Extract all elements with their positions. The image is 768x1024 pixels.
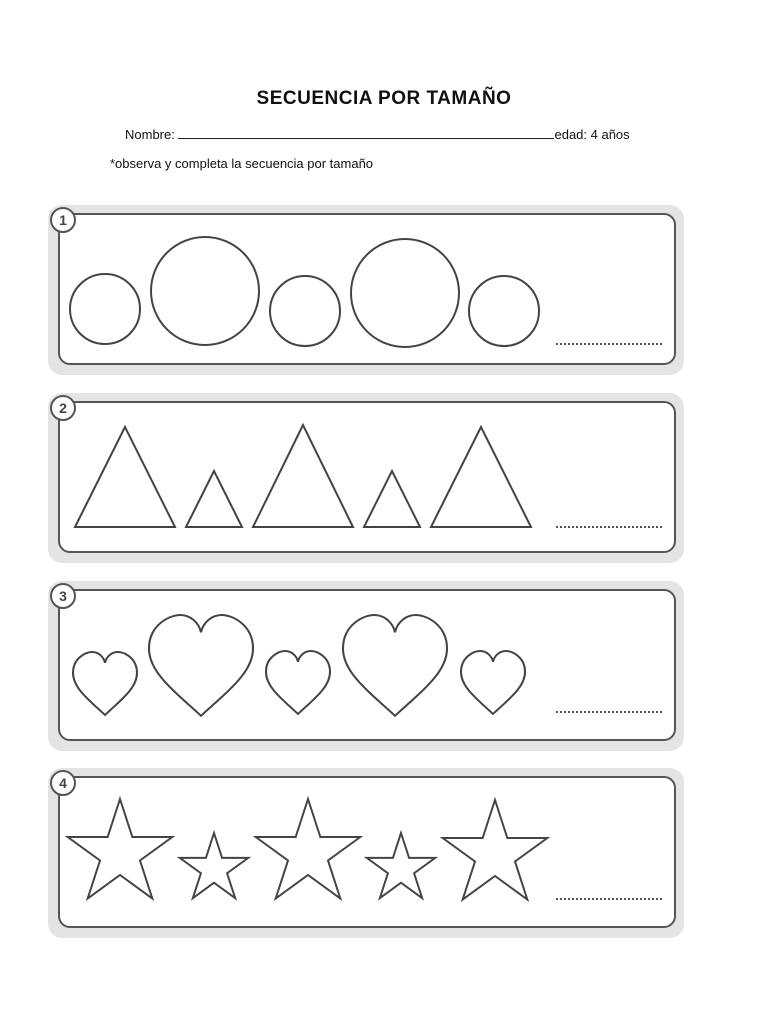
heart-small-shape	[461, 651, 525, 714]
age-label: edad: 4 años	[554, 127, 630, 142]
star-small-shape	[367, 833, 435, 898]
page-title: SECUENCIA POR TAMAÑO	[256, 88, 512, 109]
heart-small-shape	[266, 651, 330, 714]
heart-small-shape	[73, 652, 137, 715]
star-large-shape	[443, 800, 548, 899]
circle-small-shape	[270, 276, 340, 346]
heart-large-shape	[343, 615, 447, 716]
heart-sequence	[48, 581, 684, 751]
exercise-3-hearts	[48, 581, 684, 751]
exercise-number: 2	[50, 395, 76, 421]
name-blank-line[interactable]	[178, 126, 554, 139]
star-small-shape	[180, 833, 248, 898]
triangle-large-shape	[253, 425, 353, 527]
triangle-sequence	[48, 393, 684, 563]
name-age-line	[125, 126, 630, 142]
triangle-large-shape	[75, 427, 175, 527]
name-label: Nombre:	[125, 127, 175, 142]
star-sequence	[48, 768, 684, 938]
circle-large-shape	[351, 239, 459, 347]
triangle-large-shape	[431, 427, 531, 527]
star-large-shape	[68, 799, 173, 898]
answer-dotted-line[interactable]	[556, 898, 662, 900]
star-large-shape	[256, 799, 361, 898]
exercise-number: 4	[50, 770, 76, 796]
circle-sequence	[48, 205, 684, 375]
exercise-number: 3	[50, 583, 76, 609]
circle-small-shape	[70, 274, 140, 344]
answer-dotted-line[interactable]	[556, 526, 662, 528]
exercise-4-stars	[48, 768, 684, 938]
answer-dotted-line[interactable]	[556, 343, 662, 345]
triangle-small-shape	[186, 471, 242, 527]
exercise-1-circles	[48, 205, 684, 375]
circle-large-shape	[151, 237, 259, 345]
triangle-small-shape	[364, 471, 420, 527]
exercise-2-triangles	[48, 393, 684, 563]
exercise-number: 1	[50, 207, 76, 233]
heart-large-shape	[149, 615, 253, 716]
answer-dotted-line[interactable]	[556, 711, 662, 713]
instruction-text: *observa y completa la secuencia por tamaño	[110, 156, 374, 171]
circle-small-shape	[469, 276, 539, 346]
